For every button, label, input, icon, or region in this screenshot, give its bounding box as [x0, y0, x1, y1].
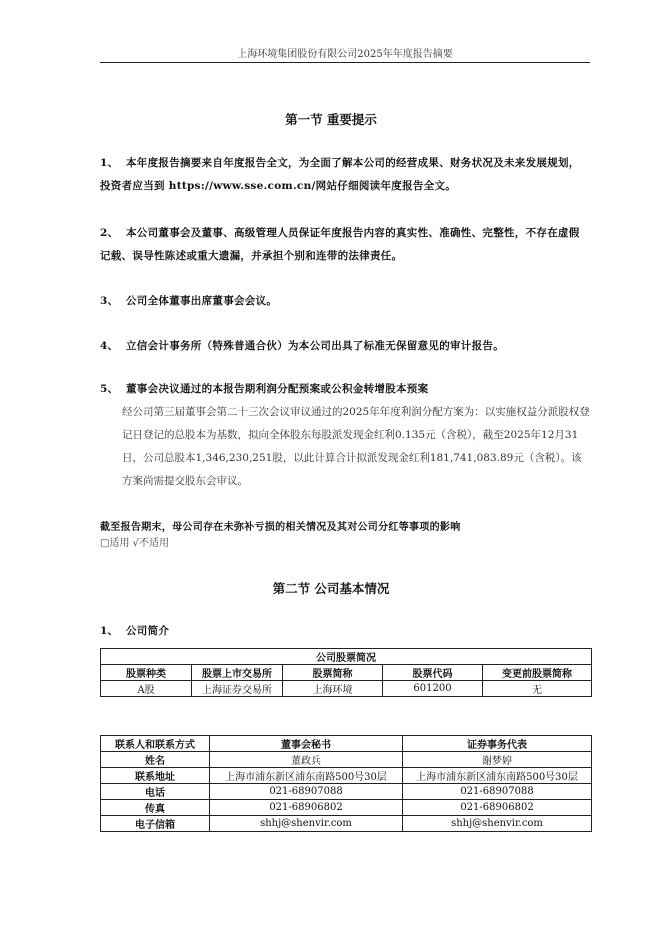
notice-item-1-num: 1、: [100, 157, 119, 169]
company-profile-num: 1、: [100, 625, 119, 637]
contact-header-rep: 证券事务代表: [403, 736, 592, 752]
stock-header-exchange: 股票上市交易所: [192, 665, 283, 681]
rep-address: 上海市浦东新区浦东南路500号30层: [403, 768, 592, 784]
rep-phone: 021-68907088: [403, 784, 592, 800]
table-row: [101, 784, 592, 800]
stock-exchange-cell: 上海证券交易所: [192, 681, 283, 697]
secretary-name: 董政兵: [210, 752, 403, 768]
stock-name-cell: 上海环境: [283, 681, 383, 697]
secretary-fax: 021-68906802: [210, 800, 403, 816]
contact-label-fax: 传真: [101, 800, 210, 816]
contact-label-phone: 电话: [101, 784, 210, 800]
notice-item-4-text: 立信会计事务所（特殊普通合伙）为本公司出具了标准无保留意见的审计报告。: [126, 340, 504, 352]
notice-item-5: [100, 378, 590, 401]
company-profile-title: 公司简介: [126, 625, 170, 637]
stock-header-former-name: 变更前股票简称: [483, 665, 592, 681]
secretary-phone: 021-68907088: [210, 784, 403, 800]
contact-header-secretary: 董事会秘书: [210, 736, 403, 752]
company-profile-heading: [100, 620, 590, 643]
stock-code-cell: 601200: [383, 681, 483, 697]
notice-item-3-num: 3、: [100, 295, 119, 307]
contact-label-email: 电子信箱: [101, 816, 210, 832]
table-row: [101, 681, 592, 697]
notice-item-5-num: 5、: [100, 383, 119, 395]
contact-label-name: 姓名: [101, 752, 210, 768]
notice-item-5-text: 董事会决议通过的本报告期利润分配预案或公积金转增股本预案: [126, 383, 429, 395]
page-header: 上海环境集团股份有限公司2025年年度报告摘要: [237, 49, 453, 60]
header-divider: [100, 62, 590, 63]
rep-fax: 021-68906802: [403, 800, 592, 816]
table-row: [101, 752, 592, 768]
notice-item-3-text: 公司全体董事出席董事会会议。: [126, 295, 278, 307]
stock-table-header-row: [101, 665, 592, 681]
notice-item-2: [100, 222, 590, 268]
stock-table-caption: 公司股票简况: [101, 649, 592, 665]
section2-title: 第二节 公司基本情况: [272, 581, 390, 596]
notice-item-4: [100, 335, 590, 358]
stock-former-name-cell: 无: [483, 681, 592, 697]
rep-email[interactable]: shhj@shenvir.com: [403, 816, 592, 832]
notice-item-2-text: 本公司董事会及董事、高级管理人员保证年度报告内容的真实性、准确性、完整性，不存在虚假记载、误导性陈述或重大遗漏，并承担个别和连带的法律责任。: [100, 227, 580, 262]
contact-table-header-row: [101, 736, 592, 752]
profit-plan-text: 经公司第三届董事会第二十三次会议审议通过的2025年年度利润分配方案为：以实施权益分派股权登记日登记的总股本为基数，拟向全体股东每股派发现金红利0.135元（含税），截至2025年12月31日，公司总股本1,346,230,251股，以此计算合计拟派发现金红利181,741,083.89元（含税）。该方案尚需提交股东会审议。: [122, 406, 590, 487]
table-row: [101, 800, 592, 816]
profit-distribution-plan: [100, 401, 590, 493]
notice-item-3: [100, 290, 590, 313]
notice-item-1: [100, 152, 590, 198]
secretary-address: 上海市浦东新区浦东南路500号30层: [210, 768, 403, 784]
contact-label-address: 联系地址: [101, 768, 210, 784]
section1-title: 第一节 重要提示: [285, 112, 377, 127]
stock-table-caption-row: [101, 649, 592, 665]
stock-header-name: 股票简称: [283, 665, 383, 681]
notice-item-4-num: 4、: [100, 340, 119, 352]
table-row: [101, 768, 592, 784]
uncovered-loss-title: 截至报告期末，母公司存在未弥补亏损的相关情况及其对公司分红等事项的影响: [100, 522, 461, 533]
uncovered-loss-option: □适用 √不适用: [100, 538, 169, 549]
stock-type-cell: A股: [101, 681, 192, 697]
table-row: [101, 816, 592, 832]
secretary-email[interactable]: shhj@shenvir.com: [210, 816, 403, 832]
contact-info-table: [100, 735, 592, 832]
stock-header-code: 股票代码: [383, 665, 483, 681]
contact-header-label: 联系人和联系方式: [101, 736, 210, 752]
stock-header-type: 股票种类: [101, 665, 192, 681]
stock-overview-table: [100, 648, 592, 697]
notice-item-1-text: 本年度报告摘要来自年度报告全文，为全面了解本公司的经营成果、财务状况及未来发展规划，投资者应当到 https://www.sse.com.cn/网站仔细阅读年度报告全文。: [100, 157, 580, 192]
rep-name: 谢梦婷: [403, 752, 592, 768]
notice-item-2-num: 2、: [100, 227, 119, 239]
